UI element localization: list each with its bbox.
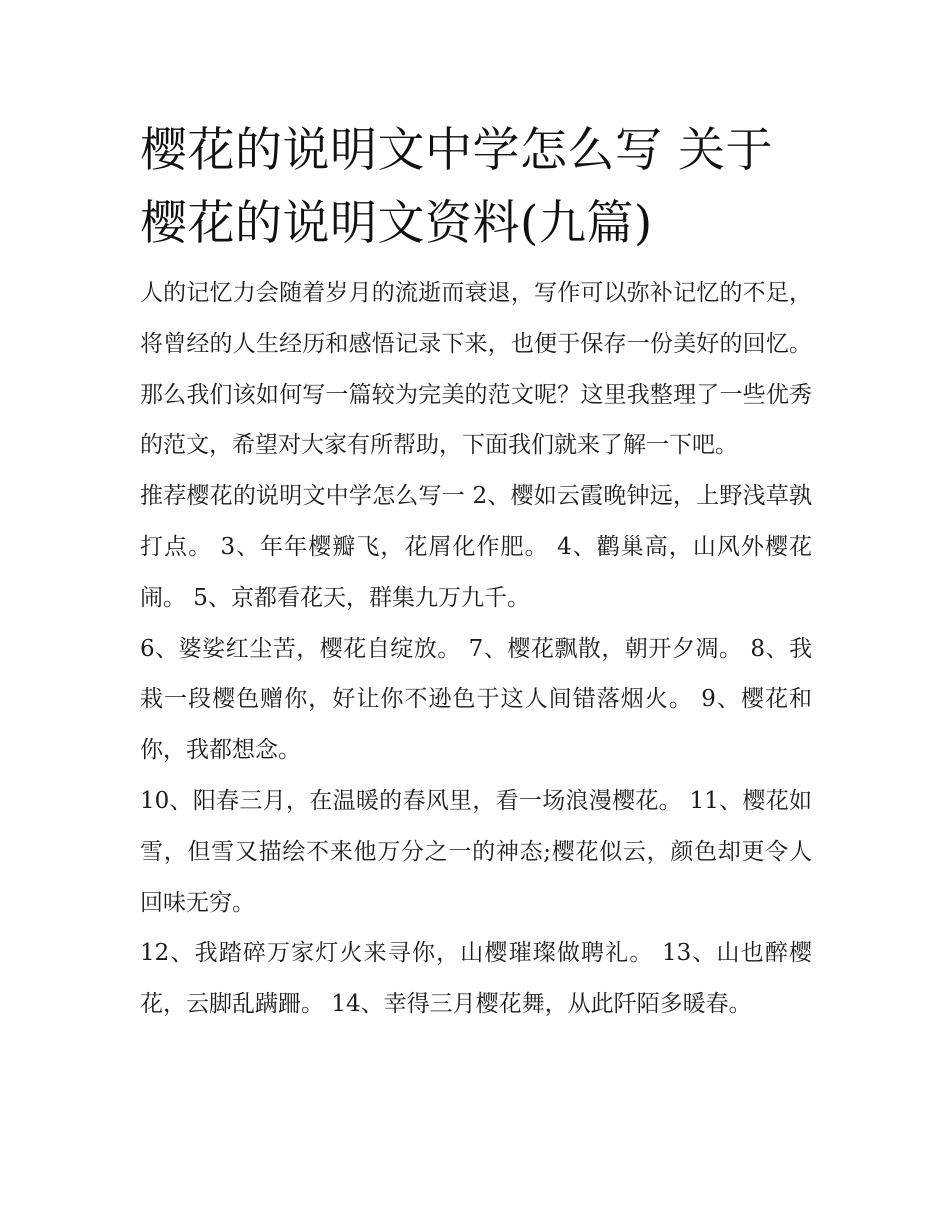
document-page (140, 114, 812, 1030)
paragraph-quotes-6-9: 6、婆娑红尘苦，樱花自绽放。 7、樱花飘散，朝开夕凋。 8、我栽一段樱色赠你，好让你不逊色于这人间错落烟火。 9、樱花和你，我都想念。 (140, 635, 812, 764)
paragraph-intro: 人的记忆力会随着岁月的流逝而衰退，写作可以弥补记忆的不足，将曾经的人生经历和感悟记录下来，也便于保存一份美好的回忆。那么我们该如何写一篇较为完美的范文呢？这里我整理了一些优秀的范文，希望对大家有所帮助，下面我们就来了解一下吧。 (140, 280, 812, 459)
paragraph-quotes-12-14: 12、我踏碎万家灯火来寻你，山樱璀璨做聘礼。 13、山也醉樱花，云脚乱蹒跚。 14、幸得三月樱花舞，从此阡陌多暖春。 (140, 940, 812, 1018)
document-title: 樱花的说明文中学怎么写 关于樱花的说明文资料(九篇) (140, 123, 773, 251)
paragraph-quotes-10-11: 10、阳春三月，在温暖的春风里，看一场浪漫樱花。 11、樱花如雪，但雪又描绘不来他万分之一的神态;樱花似云，颜色却更令人回味无穷。 (140, 787, 812, 916)
paragraph-quotes-2-5: 推荐樱花的说明文中学怎么写一 2、樱如云霞晚钟远，上野浅草孰打点。 3、年年樱瓣飞，花屑化作肥。 4、鹳巢高，山风外樱花闹。 5、京都看花天，群集九万九千。 (140, 483, 812, 611)
document-body (140, 268, 812, 1030)
